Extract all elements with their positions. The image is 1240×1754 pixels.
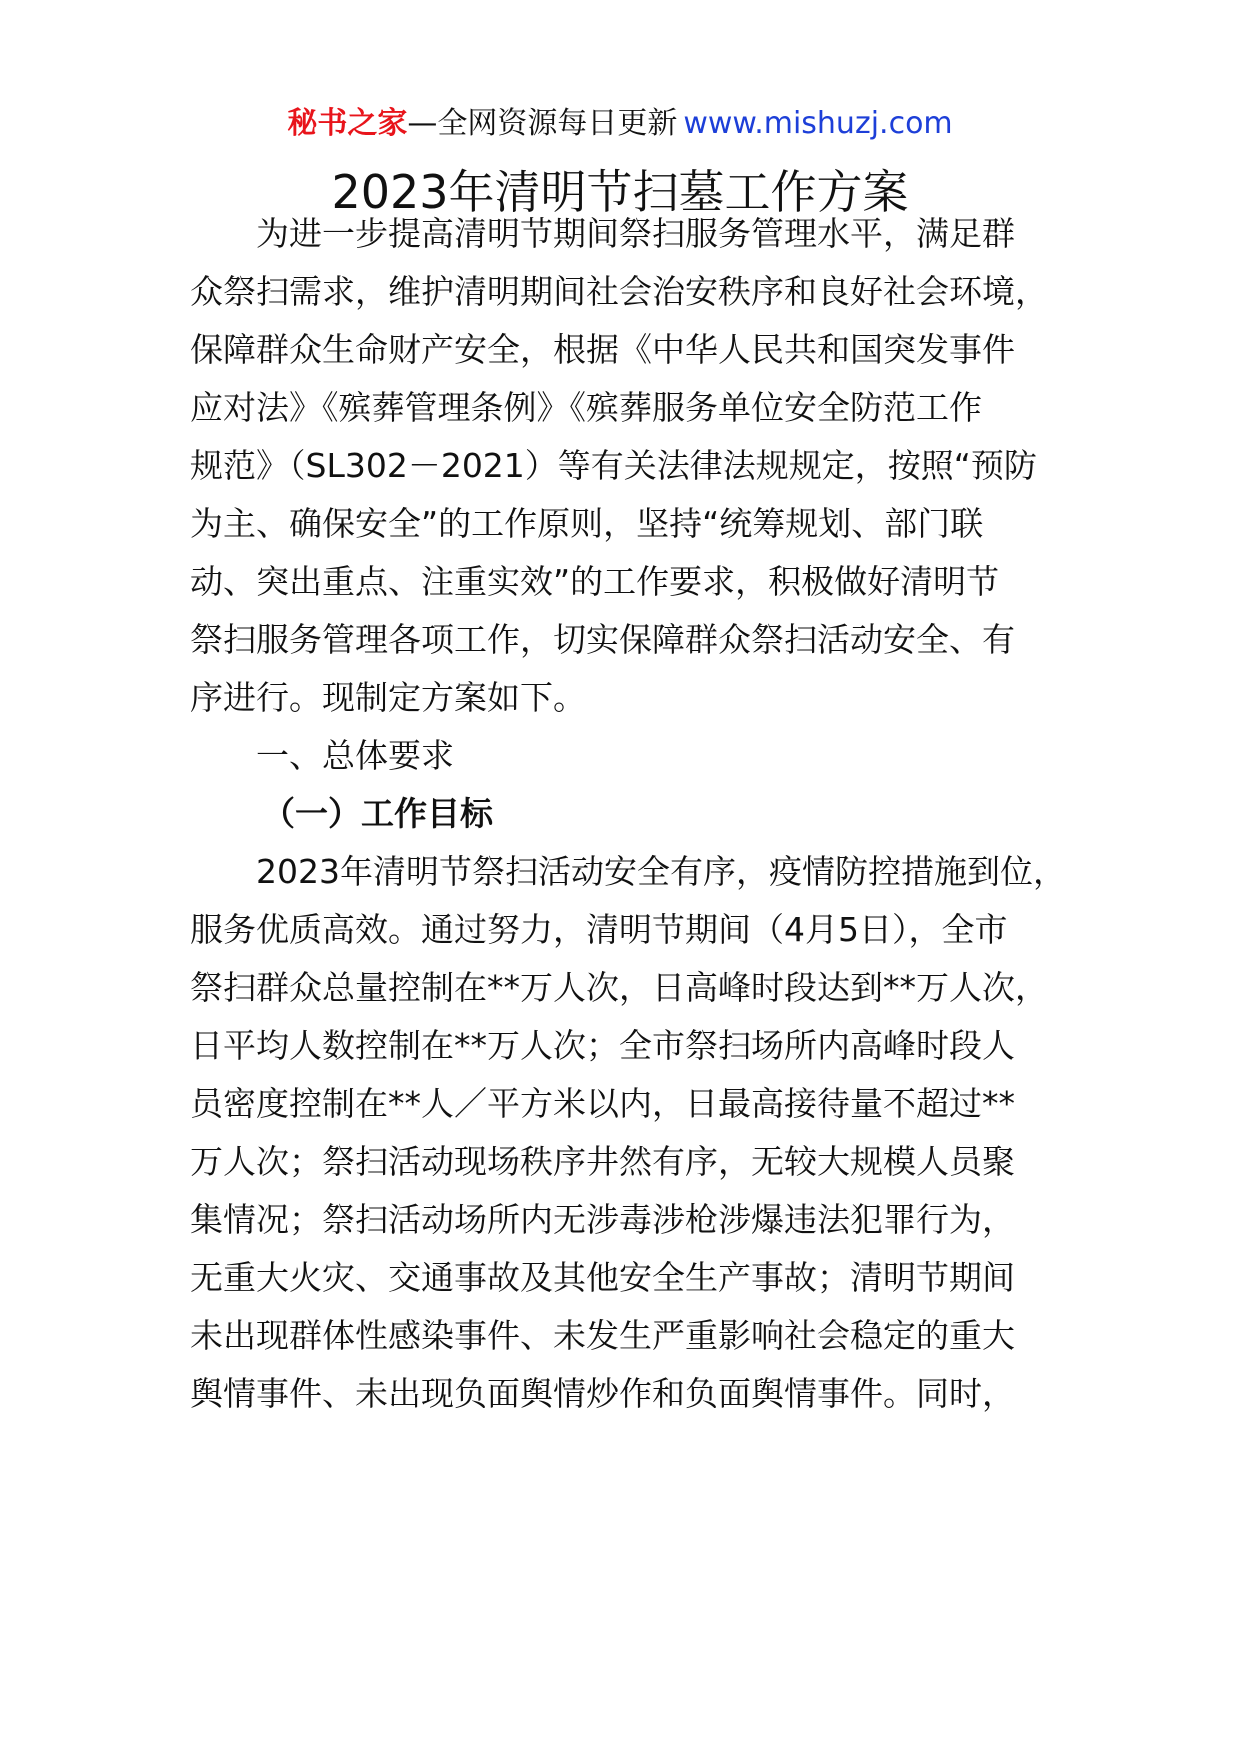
paragraph-line: 祭扫服务管理各项工作，切实保障群众祭扫活动安全、有	[190, 620, 1015, 659]
paragraph-line: 日平均人数控制在**万人次；全市祭扫场所内高峰时段人	[190, 1026, 1015, 1065]
paragraph-line: 众祭扫需求，维护清明期间社会治安秩序和良好社会环境，	[190, 272, 1048, 311]
paragraph-line: 为进一步提高清明节期间祭扫服务管理水平，满足群	[256, 214, 1015, 253]
paragraph-line: 为主、确保安全”的工作原则，坚持“统筹规划、部门联	[190, 504, 984, 543]
document-title: 2023年清明节扫墓工作方案	[331, 165, 909, 219]
paragraph-line: 动、突出重点、注重实效”的工作要求，积极做好清明节	[190, 562, 1000, 601]
paragraph-line: 服务优质高效。通过努力，清明节期间（4月5日），全市	[190, 910, 1008, 949]
paragraph-line: 规范》（SL302－2021）等有关法律法规规定，按照“预防	[190, 446, 1037, 485]
paragraph-line: 万人次；祭扫活动现场秩序井然有序，无较大规模人员聚	[190, 1142, 1015, 1181]
paragraph-line: 2023年清明节祭扫活动安全有序，疫情防控措施到位，	[256, 852, 1066, 891]
site-header	[0, 104, 1240, 144]
subsection-heading: （一）工作目标	[262, 794, 493, 833]
paragraph-line: 舆情事件、未出现负面舆情炒作和负面舆情事件。同时，	[190, 1374, 1015, 1413]
site-tagline: —全网资源每日更新	[407, 106, 678, 141]
site-brand: 秘书之家	[287, 106, 408, 141]
paragraph-line: 员密度控制在**人／平方米以内，日最高接待量不超过**	[190, 1084, 1015, 1123]
paragraph-line: 集情况；祭扫活动场所内无涉毒涉枪涉爆违法犯罪行为，	[190, 1200, 1015, 1239]
paragraph-line: 祭扫群众总量控制在**万人次，日高峰时段达到**万人次，	[190, 968, 1048, 1007]
paragraph-line: 保障群众生命财产安全，根据《中华人民共和国突发事件	[190, 330, 1015, 369]
site-url-link[interactable]: www.mishuzj.com	[683, 106, 953, 141]
paragraph-line: 未出现群体性感染事件、未发生严重影响社会稳定的重大	[190, 1316, 1015, 1355]
paragraph-line: 无重大火灾、交通事故及其他安全生产事故；清明节期间	[190, 1258, 1015, 1297]
paragraph-line: 序进行。现制定方案如下。	[190, 678, 586, 717]
paragraph-line: 应对法》《殡葬管理条例》《殡葬服务单位安全防范工作	[190, 388, 982, 427]
section-heading: 一、总体要求	[256, 736, 454, 775]
